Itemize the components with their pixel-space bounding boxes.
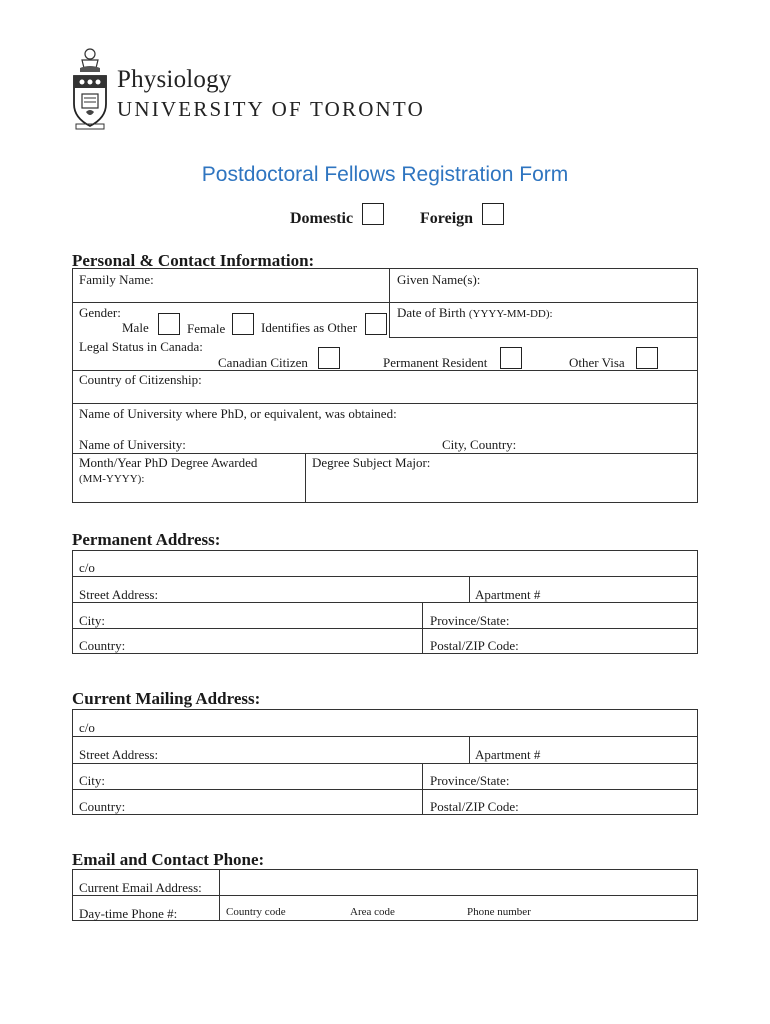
perm-country-field[interactable]: Country: bbox=[79, 638, 126, 653]
mail-city-field[interactable]: City: bbox=[79, 773, 106, 788]
mail-apartment-field[interactable]: Apartment # bbox=[475, 747, 541, 762]
mail-country-field[interactable]: Country: bbox=[79, 799, 126, 814]
mail-co-field[interactable]: c/o bbox=[79, 720, 95, 735]
area-code-field[interactable]: Area code bbox=[350, 906, 395, 918]
email-input[interactable] bbox=[220, 870, 697, 895]
divider bbox=[72, 763, 698, 764]
mailing-address-heading: Current Mailing Address: bbox=[72, 689, 261, 708]
month-year-format: (MM-YYYY): bbox=[79, 473, 145, 485]
gender-label: Gender: bbox=[79, 305, 121, 320]
mail-street-field[interactable]: Street Address: bbox=[79, 747, 159, 762]
divider bbox=[305, 453, 306, 503]
city-country-field[interactable]: City, Country: bbox=[442, 437, 517, 452]
dob-format: (YYYY-MM-DD): bbox=[468, 308, 553, 320]
divider bbox=[422, 763, 423, 815]
divider bbox=[72, 602, 698, 603]
perm-apartment-field[interactable]: Apartment # bbox=[475, 587, 541, 602]
mail-postal-field[interactable]: Postal/ZIP Code: bbox=[430, 799, 519, 814]
domestic-checkbox[interactable] bbox=[362, 203, 384, 225]
department-name: Physiology bbox=[117, 66, 232, 93]
phone-label: Day-time Phone #: bbox=[79, 906, 178, 921]
phone-number-field[interactable]: Phone number bbox=[467, 906, 531, 918]
email-label: Current Email Address: bbox=[79, 880, 202, 895]
divider bbox=[72, 576, 698, 577]
other-visa-checkbox[interactable] bbox=[636, 347, 658, 369]
foreign-checkbox[interactable] bbox=[482, 203, 504, 225]
canadian-citizen-checkbox[interactable] bbox=[318, 347, 340, 369]
perm-postal-field[interactable]: Postal/ZIP Code: bbox=[430, 638, 519, 653]
month-year-field[interactable]: Month/Year PhD Degree Awarded bbox=[79, 455, 258, 470]
perm-city-field[interactable]: City: bbox=[79, 613, 106, 628]
perm-street-field[interactable]: Street Address: bbox=[79, 587, 159, 602]
given-names-field[interactable]: Given Name(s): bbox=[397, 272, 481, 287]
other-visa-label: Other Visa bbox=[569, 355, 625, 370]
divider bbox=[469, 736, 470, 763]
mailing-address-table bbox=[72, 709, 698, 815]
female-checkbox[interactable] bbox=[232, 313, 254, 335]
university-crest-icon bbox=[70, 46, 110, 130]
country-citizenship-field[interactable]: Country of Citizenship: bbox=[79, 372, 202, 387]
domestic-label: Domestic bbox=[290, 210, 354, 227]
divider bbox=[72, 736, 698, 737]
university-name: UNIVERSITY OF TORONTO bbox=[117, 97, 425, 121]
perm-province-field[interactable]: Province/State: bbox=[430, 613, 510, 628]
degree-subject-field[interactable]: Degree Subject Major: bbox=[312, 455, 431, 470]
personal-section-heading: Personal & Contact Information: bbox=[72, 251, 315, 270]
contact-heading: Email and Contact Phone: bbox=[72, 850, 265, 869]
identifies-other-checkbox[interactable] bbox=[365, 313, 387, 335]
female-label: Female bbox=[187, 321, 226, 336]
divider bbox=[72, 453, 698, 454]
canadian-citizen-label: Canadian Citizen bbox=[218, 355, 308, 370]
university-name-field[interactable]: Name of University: bbox=[79, 437, 186, 452]
divider bbox=[72, 789, 698, 790]
male-checkbox[interactable] bbox=[158, 313, 180, 335]
divider bbox=[389, 337, 698, 338]
divider bbox=[469, 576, 470, 602]
permanent-address-heading: Permanent Address: bbox=[72, 530, 221, 549]
identifies-other-label: Identifies as Other bbox=[261, 320, 358, 335]
divider bbox=[389, 268, 390, 337]
form-title: Postdoctoral Fellows Registration Form bbox=[201, 163, 569, 186]
divider bbox=[72, 302, 698, 303]
divider bbox=[72, 628, 698, 629]
permanent-resident-label: Permanent Resident bbox=[383, 355, 488, 370]
perm-co-field[interactable]: c/o bbox=[79, 560, 95, 575]
permanent-resident-checkbox[interactable] bbox=[500, 347, 522, 369]
dob-label: Date of Birth bbox=[397, 305, 466, 320]
legal-status-label: Legal Status in Canada: bbox=[79, 339, 203, 354]
country-code-field[interactable]: Country code bbox=[226, 906, 286, 918]
foreign-label: Foreign bbox=[420, 210, 474, 227]
phd-university-prompt: Name of University where PhD, or equivalent, was obtained: bbox=[79, 406, 397, 421]
male-label: Male bbox=[122, 320, 149, 335]
family-name-field[interactable]: Family Name: bbox=[79, 272, 154, 287]
dob-field[interactable] bbox=[397, 305, 553, 321]
divider bbox=[422, 602, 423, 654]
divider bbox=[72, 403, 698, 404]
mail-province-field[interactable]: Province/State: bbox=[430, 773, 510, 788]
